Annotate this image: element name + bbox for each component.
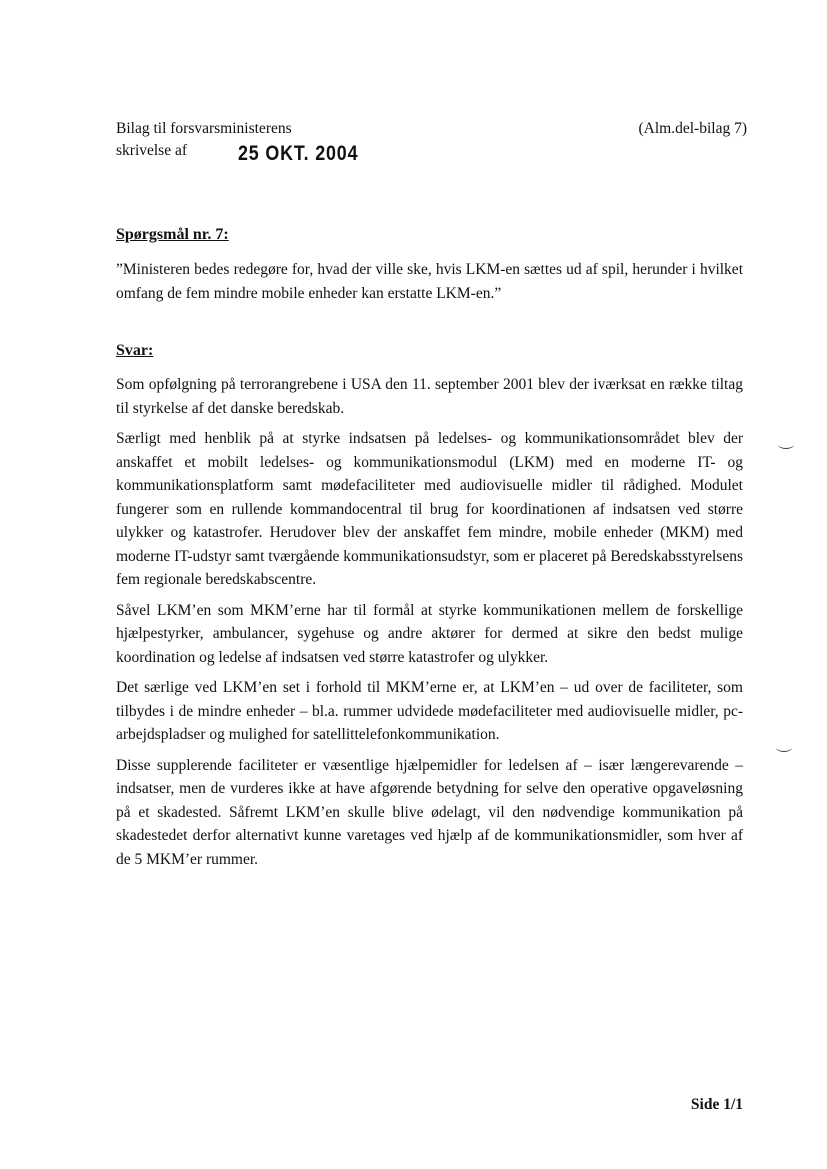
margin-mark xyxy=(778,440,794,449)
appendix-reference: (Alm.del-bilag 7) xyxy=(638,120,747,137)
margin-mark xyxy=(776,743,792,752)
answer-heading: Svar: xyxy=(116,342,154,359)
question-heading: Spørgsmål nr. 7: xyxy=(116,226,229,243)
answer-paragraph: Det særlige ved LKM’en set i forhold til MKM’erne er, at LKM’en – ud over de faciliteter, som tilbydes i de mindre enheder – bl.a. rummer udvidede mødefaciliteter med audiovisuelle midler, pc-arbejdspladser og mulighed for satellittelefonkommunikation. xyxy=(116,679,743,743)
page-number: Side 1/1 xyxy=(690,1096,743,1113)
answer-paragraph: Som opfølgning på terrorangrebene i USA den 11. september 2001 blev der iværksat en række tiltag til styrkelse af det danske beredskab. xyxy=(116,376,743,417)
answer-paragraph: Såvel LKM’en som MKM’erne har til formål at styrke kommunikationen mellem de forskellige hjælpestyrker, ambulancer, sygehuse og andre aktører for dermed at sikre den bedst mulige koordination og ledelse af indsatsen ved større katastrofer og ulykker. xyxy=(116,601,743,666)
answer-paragraph: Særligt med henblik på at styrke indsatsen på ledelses- og kommunikationsområdet blev der anskaffet et mobilt ledelses- og kommunikationsmodul (LKM) med en moderne IT- og kommunikationsplatform samt mødefaciliteter med audiovisuelle midler til rådighed. Modulet fungerer som en rullende kommandocentral til brug for koordinationen af indsatsen ved større ulykker og katastrofer. Herudover blev der anskaffet fem mindre, mobile enheder (MKM) med moderne IT-udstyr samt tværgående kommunikationsudstyr, som er placeret på Beredskabsstyrelsens fem regionale beredskabscentre. xyxy=(116,430,743,588)
answer-body xyxy=(116,373,743,878)
date-stamp: 25 OKT. 2004 xyxy=(238,142,359,165)
answer-paragraph: Disse supplerende faciliteter er væsentlige hjælpemidler for ledelsen af – især længerevarende – indsatser, men de vurderes ikke at have afgørende betydning for selve den operative opgaveløsning på et skadested. Såfremt LKM’en skulle blive ødelagt, vil den nødvendige kommunikation på skadestedet derfor alternativt kunne varetages ved hjælp af de kommunikationsmidler, som hver af de 5 MKM’er rummer. xyxy=(116,756,743,868)
question-text: ”Ministeren bedes redegøre for, hvad der ville ske, hvis LKM-en sættes ud af spil, herunder i hvilket omfang de fem mindre mobile enheder kan erstatte LKM-en.” xyxy=(116,261,743,302)
reference-line-1: Bilag til forsvarsministerens xyxy=(116,120,292,137)
reference-line-2: skrivelse af xyxy=(116,142,188,159)
